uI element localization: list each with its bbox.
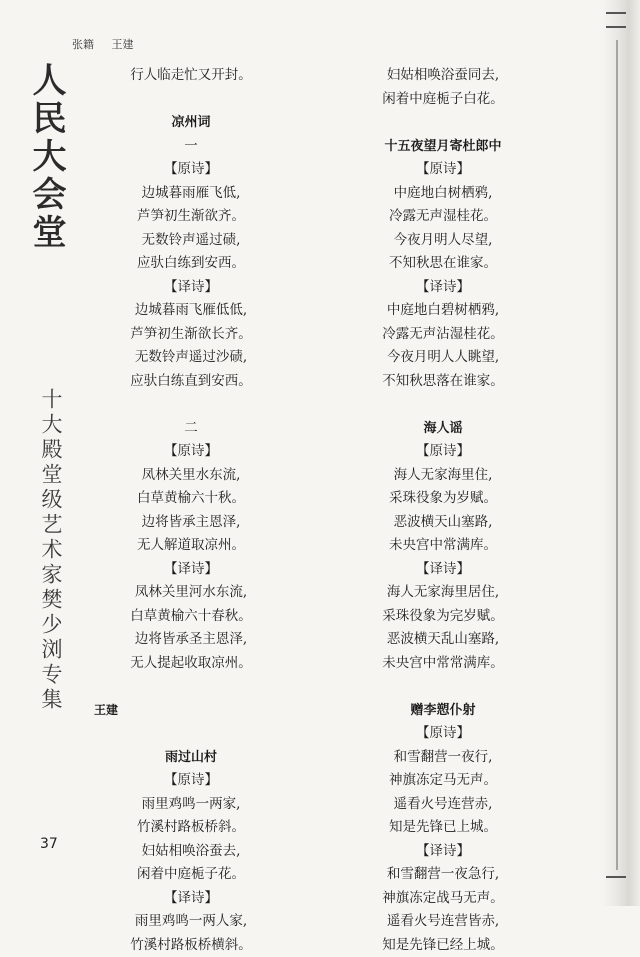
verse-line: 采珠役象为完岁赋。 xyxy=(348,605,538,629)
verse-line: 应驮白练到安西。 xyxy=(96,252,286,276)
poem-title: 凉州词 xyxy=(96,111,286,135)
original-label: 【原诗】 xyxy=(348,158,538,182)
spacer xyxy=(96,88,286,112)
verse-line: 中庭地白碧树栖鸦, xyxy=(348,299,538,323)
verse-line: 遥看火号连营赤, xyxy=(348,793,538,817)
spine-mark-top xyxy=(606,12,626,28)
translation-label: 【译诗】 xyxy=(348,558,538,582)
verse-line: 无人提起收取凉州。 xyxy=(96,652,286,676)
original-label: 【原诗】 xyxy=(348,722,538,746)
running-head-name-2: 王建 xyxy=(112,38,134,51)
verse-line: 妇姑相唤浴蚕去, xyxy=(96,840,286,864)
book-spine xyxy=(602,0,640,906)
spacer xyxy=(96,393,286,417)
poem-title: 赠李愬仆射 xyxy=(348,699,538,723)
spine-line xyxy=(616,40,618,870)
spacer xyxy=(348,675,538,699)
verse-line: 竹溪村路板桥斜。 xyxy=(96,816,286,840)
translation-label: 【译诗】 xyxy=(96,276,286,300)
verse-line: 冷露无声湿桂花。 xyxy=(348,205,538,229)
verse-line: 芦笋初生渐欲长齐。 xyxy=(96,323,286,347)
original-label: 【原诗】 xyxy=(96,440,286,464)
text-line: 行人临走忙又开封。 xyxy=(96,64,286,88)
translation-label: 【译诗】 xyxy=(348,840,538,864)
verse-line: 闲着中庭栀子白花。 xyxy=(348,88,538,112)
spacer xyxy=(96,722,286,746)
author-name: 王建 xyxy=(94,699,286,723)
verse-line: 未央宫中常常满库。 xyxy=(348,652,538,676)
verse-line: 凤林关里水东流, xyxy=(96,464,286,488)
original-label: 【原诗】 xyxy=(348,440,538,464)
verse-line: 知是先锋已上城。 xyxy=(348,816,538,840)
verse-line: 边将皆承主恩泽, xyxy=(96,511,286,535)
verse-line: 不知秋思落在谁家。 xyxy=(348,370,538,394)
section-number: 二 xyxy=(96,417,286,441)
spine-mark-bottom xyxy=(606,876,626,884)
verse-line: 冷露无声沾湿桂花。 xyxy=(348,323,538,347)
original-label: 【原诗】 xyxy=(96,158,286,182)
verse-line: 妇姑相唤浴蚕同去, xyxy=(348,64,538,88)
verse-line: 海人无家海里住, xyxy=(348,464,538,488)
running-head-name-1: 张籍 xyxy=(72,38,94,51)
verse-line: 中庭地白树栖鸦, xyxy=(348,182,538,206)
spacer xyxy=(96,675,286,699)
verse-line: 白草黄榆六十秋。 xyxy=(96,487,286,511)
verse-line: 海人无家海里居住, xyxy=(348,581,538,605)
verse-line: 知是先锋已经上城。 xyxy=(348,934,538,957)
spacer xyxy=(348,393,538,417)
verse-line: 雨里鸡鸣一两人家, xyxy=(96,910,286,934)
verse-line: 应驮白练直到安西。 xyxy=(96,370,286,394)
original-label: 【原诗】 xyxy=(96,769,286,793)
book-title: 人民大会堂 xyxy=(28,62,70,252)
verse-line: 无数铃声遥过碛, xyxy=(96,229,286,253)
verse-line: 神旗冻定战马无声。 xyxy=(348,887,538,911)
verse-line: 未央宫中常满库。 xyxy=(348,534,538,558)
translation-label: 【译诗】 xyxy=(96,558,286,582)
verse-line: 恶波横天山塞路, xyxy=(348,511,538,535)
left-column xyxy=(96,64,286,957)
verse-line: 边城暮雨雁飞低, xyxy=(96,182,286,206)
book-subtitle: 十大殿堂级艺术家樊少浏专集 xyxy=(36,388,64,713)
verse-line: 不知秋思在谁家。 xyxy=(348,252,538,276)
verse-line: 恶波横天乱山塞路, xyxy=(348,628,538,652)
verse-line: 无人解道取凉州。 xyxy=(96,534,286,558)
verse-line: 凤林关里河水东流, xyxy=(96,581,286,605)
running-head xyxy=(72,36,148,52)
verse-line: 边将皆承圣主恩泽, xyxy=(96,628,286,652)
section-number: 一 xyxy=(96,135,286,159)
spacer xyxy=(348,111,538,135)
verse-line: 神旗冻定马无声。 xyxy=(348,769,538,793)
verse-line: 和雪翻营一夜行, xyxy=(348,746,538,770)
verse-line: 无数铃声遥过沙碛, xyxy=(96,346,286,370)
verse-line: 采珠役象为岁赋。 xyxy=(348,487,538,511)
poem-title: 十五夜望月寄杜郎中 xyxy=(348,135,538,159)
poem-title: 雨过山村 xyxy=(96,746,286,770)
verse-line: 芦笋初生渐欲齐。 xyxy=(96,205,286,229)
verse-line: 闲着中庭栀子花。 xyxy=(96,863,286,887)
verse-line: 白草黄榆六十春秋。 xyxy=(96,605,286,629)
verse-line: 遥看火号连营皆赤, xyxy=(348,910,538,934)
verse-line: 边城暮雨飞雁低低, xyxy=(96,299,286,323)
page-number: 37 xyxy=(40,836,58,852)
verse-line: 今夜月明人尽望, xyxy=(348,229,538,253)
verse-line: 和雪翻营一夜急行, xyxy=(348,863,538,887)
verse-line: 雨里鸡鸣一两家, xyxy=(96,793,286,817)
right-column xyxy=(348,64,538,957)
verse-line: 竹溪村路板桥横斜。 xyxy=(96,934,286,957)
poem-title: 海人谣 xyxy=(348,417,538,441)
verse-line: 今夜月明人人眺望, xyxy=(348,346,538,370)
translation-label: 【译诗】 xyxy=(348,276,538,300)
translation-label: 【译诗】 xyxy=(96,887,286,911)
